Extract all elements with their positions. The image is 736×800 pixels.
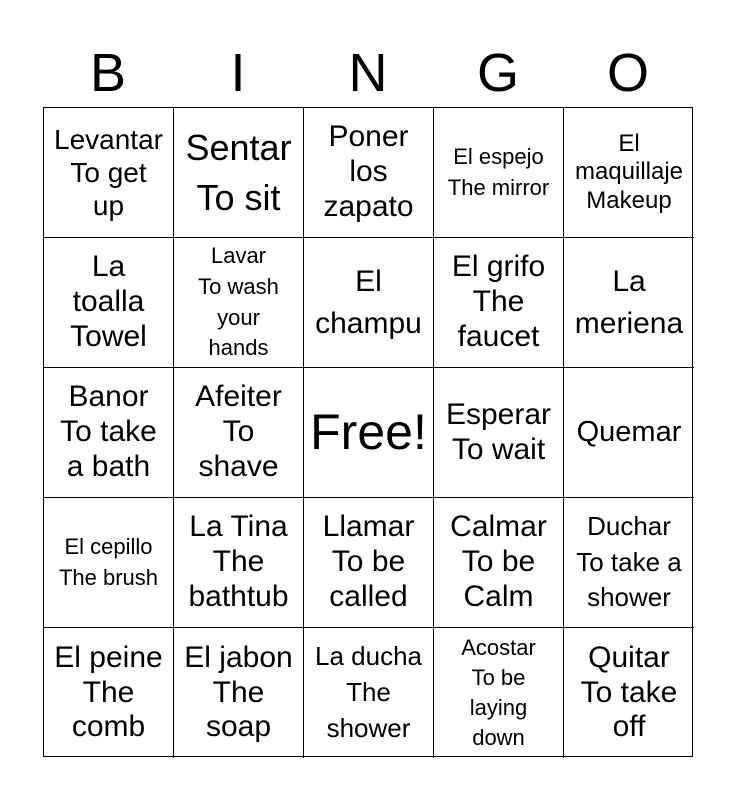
cell-line: To be	[331, 545, 406, 579]
cell-line: champu	[315, 306, 422, 340]
bingo-cell[interactable]	[174, 498, 304, 628]
cell-line: down	[472, 724, 525, 750]
bingo-cell[interactable]	[44, 108, 174, 238]
cell-line: To take a	[576, 546, 682, 577]
header-letter-o: O	[606, 43, 649, 103]
bingo-cell[interactable]	[44, 368, 174, 498]
bingo-grid	[43, 107, 693, 757]
bingo-header	[43, 40, 693, 106]
cell-line: Quemar	[576, 416, 682, 449]
cell-line: Lavar	[210, 242, 267, 268]
cell-line: To be	[471, 665, 526, 691]
bingo-cell[interactable]	[44, 238, 174, 368]
bingo-cell[interactable]	[564, 238, 694, 368]
bingo-cell[interactable]	[434, 238, 564, 368]
cell-line: laying	[469, 695, 528, 720]
cell-line: Afeiter	[195, 380, 282, 414]
cell-line: To take	[580, 675, 678, 709]
cell-line: comb	[71, 710, 146, 744]
cell-line: La	[612, 265, 646, 299]
cell-line: The brush	[58, 564, 159, 590]
cell-line: The mirror	[447, 174, 550, 200]
cell-line: Quitar	[588, 640, 670, 674]
cell-line: shower	[326, 712, 411, 743]
cell-line: El jabon	[184, 640, 293, 674]
header-letter-b: B	[89, 43, 127, 103]
bingo-cell[interactable]	[564, 108, 694, 238]
bingo-cell[interactable]	[174, 108, 304, 238]
cell-line: Esperar	[445, 397, 552, 431]
cell-line: Levantar	[54, 123, 163, 155]
header-letter-i: I	[230, 43, 246, 103]
bingo-cell[interactable]	[434, 108, 564, 238]
cell-line: zapato	[323, 189, 414, 223]
cell-line: El	[355, 265, 382, 299]
cell-line: Poner	[328, 120, 409, 154]
bingo-cell[interactable]	[304, 498, 434, 628]
cell-line: shower	[587, 582, 671, 613]
cell-line: The	[472, 285, 525, 319]
cell-line: Calmar	[450, 510, 547, 544]
bingo-cell[interactable]	[174, 238, 304, 368]
cell-line: To	[222, 415, 255, 449]
cell-line: maquillaje	[574, 158, 684, 186]
cell-line: The	[82, 675, 135, 709]
cell-line: your	[217, 304, 260, 330]
cell-line: Duchar	[587, 510, 671, 541]
bingo-cell[interactable]	[564, 628, 694, 758]
bingo-cell[interactable]	[564, 498, 694, 628]
bingo-cell[interactable]	[304, 628, 434, 758]
cell-line: El	[618, 130, 640, 158]
cell-line: To wash	[198, 273, 279, 299]
cell-line: La	[91, 250, 126, 284]
cell-line: Banor	[68, 380, 149, 414]
bingo-cell[interactable]	[434, 628, 564, 758]
cell-line: El peine	[54, 640, 163, 674]
cell-line: shave	[198, 449, 279, 483]
cell-line: La Tina	[189, 510, 288, 544]
cell-line: off	[612, 710, 646, 744]
cell-line: To wait	[451, 432, 546, 466]
header-letter-g: G	[476, 43, 519, 103]
cell-line: Acostar	[461, 635, 536, 661]
cell-line: The	[212, 675, 265, 709]
cell-line: up	[92, 190, 125, 222]
bingo-cell[interactable]	[564, 368, 694, 498]
cell-line: El espejo	[453, 144, 544, 170]
free-space-cell[interactable]	[304, 368, 434, 498]
bingo-cell[interactable]	[304, 238, 434, 368]
cell-line: The	[346, 677, 391, 708]
cell-line: To take	[60, 415, 157, 449]
bingo-cell[interactable]	[434, 368, 564, 498]
cell-line: bathtub	[188, 579, 289, 613]
bingo-cell[interactable]	[44, 498, 174, 628]
cell-line: Calm	[463, 579, 534, 613]
cell-line: La ducha	[315, 641, 422, 672]
cell-line: Towel	[70, 319, 147, 353]
cell-line: meriena	[574, 306, 684, 340]
cell-line: faucet	[457, 319, 540, 353]
bingo-cell[interactable]	[174, 368, 304, 498]
bingo-cell[interactable]	[434, 498, 564, 628]
cell-line: los	[349, 155, 388, 189]
cell-line: a bath	[66, 449, 151, 483]
cell-line: called	[329, 579, 408, 613]
cell-line: Sentar	[185, 126, 292, 168]
cell-line: El grifo	[451, 250, 546, 284]
free-space-label: Free!	[310, 404, 427, 460]
cell-line: To be	[461, 545, 536, 579]
cell-line: The	[212, 545, 265, 579]
bingo-cell[interactable]	[304, 108, 434, 238]
cell-line: To sit	[196, 176, 281, 218]
bingo-cell[interactable]	[44, 628, 174, 758]
cell-line: Llamar	[322, 510, 415, 544]
bingo-cell[interactable]	[174, 628, 304, 758]
cell-line: El cepillo	[64, 534, 153, 560]
cell-line: To get	[70, 156, 147, 188]
cell-line: Makeup	[586, 186, 672, 214]
header-letter-n: N	[348, 43, 388, 103]
cell-line: soap	[205, 710, 272, 744]
cell-line: toalla	[72, 285, 145, 319]
cell-line: hands	[208, 335, 269, 361]
